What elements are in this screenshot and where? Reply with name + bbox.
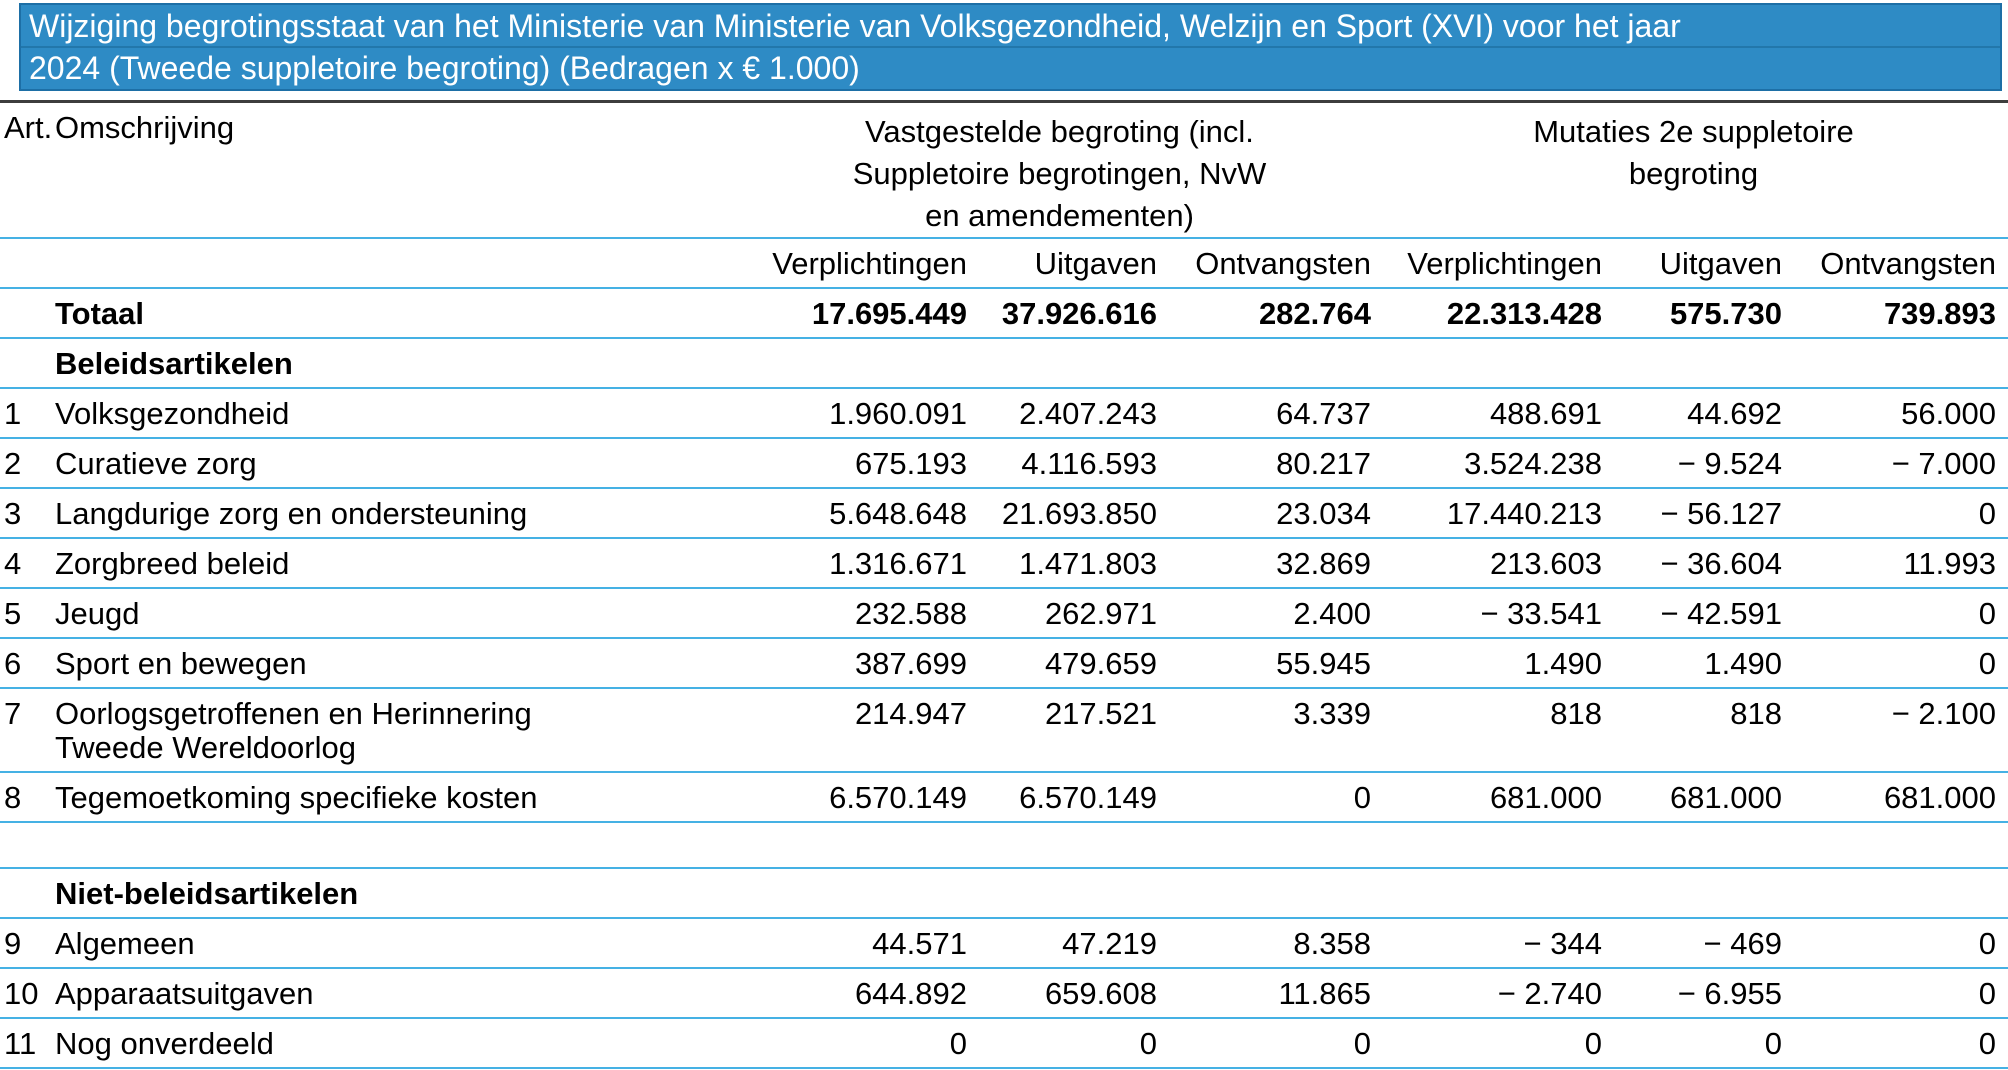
section-row [0, 338, 2008, 388]
value-cell [1610, 822, 1790, 868]
value-cell: − 7.000 [1891, 446, 1996, 481]
label-cell [50, 388, 740, 438]
art-cell: 11 [4, 1026, 37, 1061]
col-group-mutaties [1379, 103, 2008, 238]
value-cell: 1.471.803 [1019, 546, 1157, 581]
col-header-ontvangsten-1: Ontvangsten [1165, 238, 1379, 288]
label-text: Niet-beleidsartikelen [55, 876, 359, 911]
value-cell: 282.764 [1258, 296, 1371, 331]
value-cell: 262.971 [1044, 596, 1157, 631]
value-cell: 64.737 [1276, 396, 1371, 431]
label-text: Langdurige zorg en ondersteuning [55, 496, 528, 531]
art-cell: 7 [4, 696, 22, 731]
table-row [0, 1018, 2008, 1068]
label-text: Beleidsartikelen [55, 346, 293, 381]
value-cell: 217.521 [1044, 696, 1157, 731]
value-cell: 44.692 [1687, 396, 1782, 431]
value-cell: − 6.955 [1677, 976, 1782, 1011]
value-cell [740, 822, 975, 868]
label-cell [50, 588, 740, 638]
value-cell: 1.490 [1524, 646, 1602, 681]
col-group-vastgestelde-begroting [740, 103, 1379, 238]
value-cell: 1.316.671 [829, 546, 967, 581]
value-cell: 23.034 [1276, 496, 1371, 531]
value-cell: 1.490 [1704, 646, 1782, 681]
value-cell [1790, 822, 2008, 868]
value-cell: 818 [1730, 696, 1782, 731]
label-text: Jeugd [55, 596, 140, 631]
sub-header-row [0, 238, 2008, 288]
label-text: Algemeen [55, 926, 195, 961]
table-title-bar [19, 3, 2002, 91]
label-cell [50, 1018, 740, 1068]
value-cell: 0 [1764, 1026, 1782, 1061]
value-cell: 575.730 [1669, 296, 1782, 331]
art-cell: 5 [4, 596, 22, 631]
value-cell [1790, 868, 2008, 918]
value-cell: 17.440.213 [1446, 496, 1602, 531]
value-cell: 0 [1584, 1026, 1602, 1061]
value-cell: 0 [1978, 646, 1996, 681]
art-cell [0, 822, 50, 868]
value-cell: 214.947 [854, 696, 967, 731]
value-cell: 8.358 [1293, 926, 1371, 961]
label-text: Sport en bewegen [55, 646, 307, 681]
value-cell: 681.000 [1669, 780, 1782, 815]
table-row [0, 918, 2008, 968]
sub-header-spacer [50, 238, 740, 288]
title-line-1: Wijziging begrotingsstaat van het Ministerie van Ministerie van Volksgezondheid, Welzijn en Sport (XVI) voor het jaar [21, 5, 2000, 48]
table-row [0, 688, 2008, 772]
label-text: Volksgezondheid [55, 396, 290, 431]
value-cell: 232.588 [854, 596, 967, 631]
value-cell: 0 [1353, 780, 1371, 815]
table-body [0, 288, 2008, 1068]
value-cell: 0 [949, 1026, 967, 1061]
value-cell: 6.570.149 [829, 780, 967, 815]
value-cell: 55.945 [1276, 646, 1371, 681]
value-cell [1610, 338, 1790, 388]
value-cell [1165, 822, 1379, 868]
value-cell: 37.926.616 [1001, 296, 1157, 331]
label-cell [50, 868, 740, 918]
art-cell: 10 [4, 976, 39, 1011]
table-row [0, 438, 2008, 488]
value-cell: 479.659 [1044, 646, 1157, 681]
label-text: Tegemoetkoming specifieke kosten [55, 780, 538, 815]
label-text: Totaal [55, 296, 144, 331]
col-header-verplichtingen-1: Verplichtingen [740, 238, 975, 288]
label-cell [50, 688, 740, 772]
value-cell: 1.960.091 [829, 396, 967, 431]
value-cell [975, 868, 1165, 918]
value-cell: 675.193 [854, 446, 967, 481]
value-cell: − 9.524 [1677, 446, 1782, 481]
value-cell: − 469 [1703, 926, 1782, 961]
value-cell [1165, 338, 1379, 388]
label-cell [50, 968, 740, 1018]
value-cell: − 2.740 [1497, 976, 1602, 1011]
value-cell: 3.524.238 [1464, 446, 1602, 481]
value-cell: 22.313.428 [1446, 296, 1602, 331]
value-cell [1790, 338, 2008, 388]
sub-header-spacer [0, 238, 50, 288]
table-row [0, 638, 2008, 688]
value-cell: − 2.100 [1891, 696, 1996, 731]
art-cell: 2 [4, 446, 22, 481]
group-header-text: Vastgestelde begroting (incl. Suppletoire begrotingen, NvW en amendementen) [852, 114, 1267, 233]
value-cell: 644.892 [854, 976, 967, 1011]
col-header-verplichtingen-2: Verplichtingen [1379, 238, 1610, 288]
value-cell: − 42.591 [1660, 596, 1782, 631]
value-cell: 818 [1550, 696, 1602, 731]
label-text: Apparaatsuitgaven [55, 976, 314, 1011]
table-row [0, 968, 2008, 1018]
art-cell [0, 338, 50, 388]
label-cell [50, 488, 740, 538]
value-cell [740, 868, 975, 918]
art-cell: 6 [4, 646, 22, 681]
table-row [0, 772, 2008, 822]
art-cell: 1 [4, 396, 22, 431]
value-cell [1165, 868, 1379, 918]
col-header-ontvangsten-2: Ontvangsten [1790, 238, 2008, 288]
col-header-art: Art. [4, 110, 53, 145]
value-cell [1379, 338, 1610, 388]
label-cell [50, 638, 740, 688]
art-cell [0, 288, 50, 338]
art-cell [0, 868, 50, 918]
label-text: Oorlogsgetroffenen en Herinnering Tweede Wereldoorlog [55, 696, 532, 765]
value-cell: − 36.604 [1660, 546, 1782, 581]
col-header-uitgaven-2: Uitgaven [1610, 238, 1790, 288]
value-cell: 0 [1978, 1026, 1996, 1061]
table-row [0, 588, 2008, 638]
value-cell: 659.608 [1044, 976, 1157, 1011]
table-row [0, 538, 2008, 588]
value-cell: 11.865 [1278, 976, 1371, 1011]
value-cell: 21.693.850 [1001, 496, 1157, 531]
value-cell: 5.648.648 [829, 496, 967, 531]
art-cell: 3 [4, 496, 22, 531]
value-cell [1379, 868, 1610, 918]
label-text: Nog onverdeeld [55, 1026, 274, 1061]
value-cell: 44.571 [872, 926, 967, 961]
value-cell: 32.869 [1276, 546, 1371, 581]
value-cell: 387.699 [854, 646, 967, 681]
value-cell: 2.400 [1293, 596, 1371, 631]
value-cell: 2.407.243 [1019, 396, 1157, 431]
art-cell: 4 [4, 546, 22, 581]
value-cell: 488.691 [1489, 396, 1602, 431]
value-cell [975, 338, 1165, 388]
value-cell: 739.893 [1883, 296, 1996, 331]
value-cell: 47.219 [1062, 926, 1157, 961]
group-header-row [0, 103, 2008, 238]
value-cell: − 33.541 [1480, 596, 1602, 631]
value-cell: 0 [1139, 1026, 1157, 1061]
value-cell: 4.116.593 [1021, 446, 1157, 481]
value-cell: − 344 [1523, 926, 1602, 961]
col-header-omschrijving: Omschrijving [55, 110, 235, 145]
value-cell: 11.993 [1903, 546, 1996, 581]
value-cell: 80.217 [1276, 446, 1371, 481]
budget-table [0, 103, 2008, 1069]
value-cell: 681.000 [1883, 780, 1996, 815]
value-cell [1610, 868, 1790, 918]
label-cell [50, 918, 740, 968]
art-cell: 9 [4, 926, 22, 961]
table-row [0, 388, 2008, 438]
section-row [0, 868, 2008, 918]
art-cell: 8 [4, 780, 22, 815]
label-cell [50, 438, 740, 488]
value-cell [740, 338, 975, 388]
label-cell [50, 822, 740, 868]
value-cell: 6.570.149 [1019, 780, 1157, 815]
label-cell [50, 772, 740, 822]
value-cell [1379, 822, 1610, 868]
label-cell [50, 338, 740, 388]
value-cell: 0 [1978, 596, 1996, 631]
value-cell: 0 [1978, 926, 1996, 961]
label-cell [50, 538, 740, 588]
value-cell: 0 [1978, 976, 1996, 1011]
value-cell: − 56.127 [1660, 496, 1782, 531]
empty-row [0, 822, 2008, 868]
value-cell: 681.000 [1489, 780, 1602, 815]
label-text: Curatieve zorg [55, 446, 257, 481]
title-line-2: 2024 (Tweede suppletoire begroting) (Bedragen x € 1.000) [29, 50, 860, 86]
value-cell: 213.603 [1489, 546, 1602, 581]
value-cell [975, 822, 1165, 868]
col-header-uitgaven-1: Uitgaven [975, 238, 1165, 288]
table-row [0, 488, 2008, 538]
label-cell [50, 288, 740, 338]
group-header-text: Mutaties 2e suppletoire begroting [1533, 114, 1854, 191]
value-cell: 17.695.449 [811, 296, 967, 331]
value-cell: 0 [1353, 1026, 1371, 1061]
total-row [0, 288, 2008, 338]
value-cell: 3.339 [1293, 696, 1371, 731]
label-text: Zorgbreed beleid [55, 546, 290, 581]
value-cell: 0 [1978, 496, 1996, 531]
value-cell: 56.000 [1901, 396, 1996, 431]
